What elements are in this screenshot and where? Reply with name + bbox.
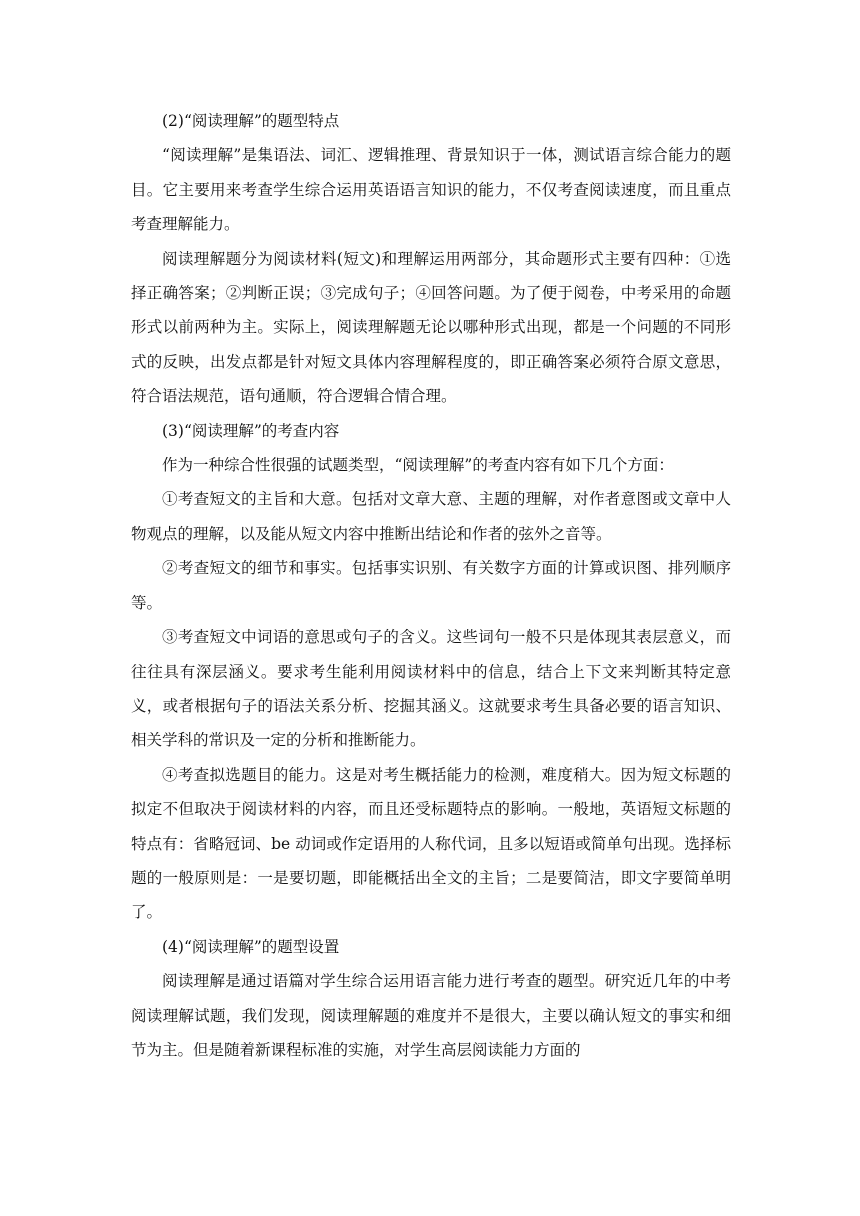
heading-question-setup: (4)“阅读理解”的题型设置 xyxy=(162,937,340,956)
paragraph-content-intro: 作为一种综合性很强的试题类型，“阅读理解”的考查内容有如下几个方面： xyxy=(162,456,674,475)
heading-examination-content: (3)“阅读理解”的考查内容 xyxy=(162,421,340,440)
paragraph-reading-comprehension-definition: “阅读理解”是集语法、词汇、逻辑推理、背景知识于一体，测试语言综合能力的题目。它主要用来考查学生综合运用英语语言知识的能力，不仅考查阅读速度，而且重点考查理解能力。 xyxy=(131,146,731,234)
document-page xyxy=(131,104,731,1067)
list-item-main-idea: ①考查短文的主旨和大意。包括对文章大意、主题的理解，对作者意图或文章中人物观点的理解，以及能从短文内容中推断出结论和作者的弦外之音等。 xyxy=(131,490,731,543)
list-item-title-selection: ④考查拟选题目的能力。这是对考生概括能力的检测，难度稍大。因为短文标题的拟定不但取决于阅读材料的内容，而且还受标题特点的影响。一般地，英语短文标题的特点有：省略冠词、be 动词或作定语用的人称代词，且多以短语或简单句出现。选择标题的一般原则是：一是要切题，即能概括出全文的主旨；二是要简洁，即文字要简单明了。 xyxy=(131,765,731,922)
heading-question-type-features: (2)“阅读理解”的题型特点 xyxy=(162,112,340,130)
list-item-word-meaning: ③考查短文中词语的意思或句子的含义。这些词句一般不只是体现其表层意义，而往往具有深层涵义。要求考生能利用阅读材料中的信息，结合上下文来判断其特定意义，或者根据句子的语法关系分析、挖掘其涵义。这就要求考生具备必要的语言知识、相关学科的常识及一定的分析和推断能力。 xyxy=(131,628,731,750)
paragraph-question-formats: 阅读理解题分为阅读材料(短文)和理解运用两部分，其命题形式主要有四种：①选择正确答案；②判断正误；③完成句子；④回答问题。为了便于阅卷，中考采用的命题形式以前两种为主。实际上，阅读理解题无论以哪种形式出现，都是一个问题的不同形式的反映，出发点都是针对短文具体内容理解程度的，即正确答案必须符合原文意思，符合语法规范，语句通顺，符合逻辑合情合理。 xyxy=(131,249,731,406)
list-item-details-facts: ②考查短文的细节和事实。包括事实识别、有关数字方面的计算或识图、排列顺序等。 xyxy=(131,559,731,612)
paragraph-question-setup: 阅读理解是通过语篇对学生综合运用语言能力进行考查的题型。研究近几年的中考阅读理解试题，我们发现，阅读理解题的难度并不是很大，主要以确认短文的事实和细节为主。但是随着新课程标准的实施，对学生高层阅读能力方面的 xyxy=(131,972,731,1059)
